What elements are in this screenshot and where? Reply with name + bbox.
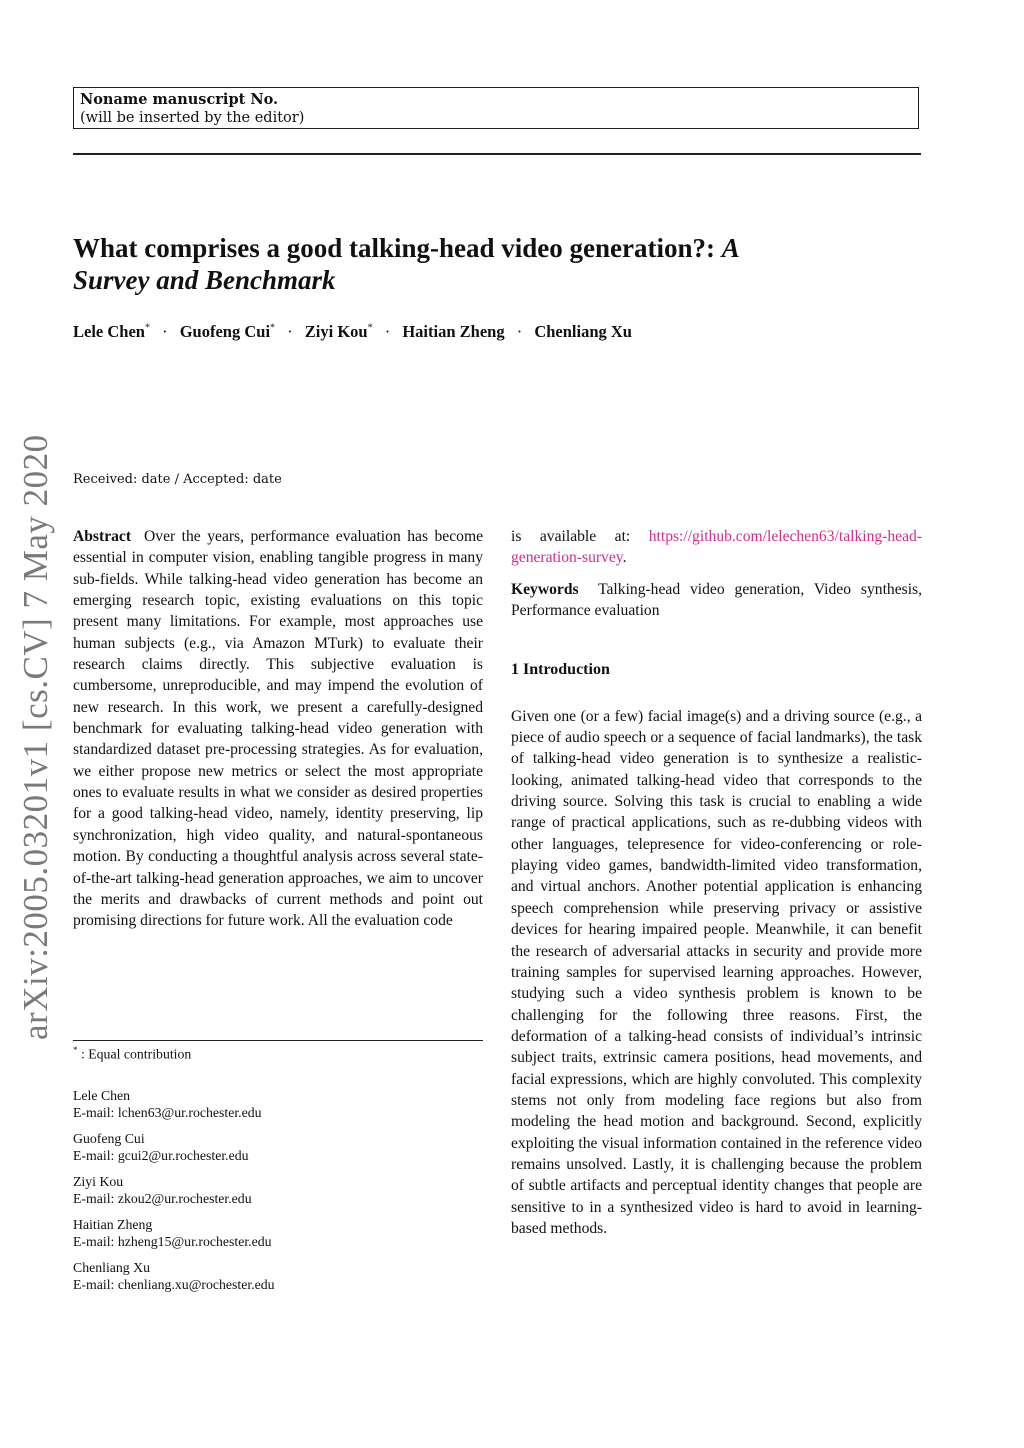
abstract-paragraph <box>73 526 483 932</box>
author-separator: · <box>162 322 168 341</box>
editor-note-line: (will be inserted by the editor) <box>80 110 305 126</box>
author-separator: · <box>516 322 523 341</box>
contact-entry <box>73 1259 275 1293</box>
header-rule <box>73 153 921 155</box>
keywords-paragraph <box>511 579 922 622</box>
contact-entry <box>73 1087 275 1121</box>
contact-name: Ziyi Kou <box>73 1174 124 1189</box>
author-name: Lele Chen <box>73 322 145 341</box>
author-separator: · <box>384 322 391 341</box>
code-repository-link[interactable]: https://github.com/lelechen63/talking-head-generation-survey <box>511 528 922 567</box>
title-main: What comprises a good talking-head video generation?: <box>73 233 722 263</box>
equal-contribution-mark: * <box>144 322 150 334</box>
author-name: Haitian Zheng <box>402 322 505 341</box>
contact-email: E-mail: hzheng15@ur.rochester.edu <box>73 1234 272 1249</box>
author-contacts <box>73 1087 275 1302</box>
contact-name: Chenliang Xu <box>73 1260 151 1275</box>
equal-contribution-mark: * <box>367 322 373 334</box>
manuscript-number-line: Noname manuscript No. <box>80 91 279 108</box>
author-name: Chenliang Xu <box>534 322 632 341</box>
equal-contribution-mark: * <box>270 322 276 334</box>
contact-name: Guofeng Cui <box>73 1131 145 1146</box>
left-column <box>73 526 483 932</box>
contact-entry <box>73 1216 275 1250</box>
footnote-mark: * <box>73 1045 78 1055</box>
abstract-continuation-text: is available at: <box>511 528 649 545</box>
contact-name: Lele Chen <box>73 1088 131 1103</box>
abstract-text: Over the years, performance evaluation has become essential in computer vision, enabling tangible progress in many sub-fields. While talking-head video generation has become an emerging research topic, existing evaluations on this topic present many limitations. For example, most approaches use human subjects (e.g., via Amazon MTurk) to evaluate their research claims directly. This subjective evaluation is cumbersome, unreproducible, and may impend the evolution of new research. In this work, we present a carefully-designed benchmark for evaluating talking-head video generation with standardized dataset pre-processing strategies. As for evaluation, we either propose new metrics or select the most appropriate ones to evaluate results in what we consider as desired properties for a good talking-head video, namely, identity preserving, lip synchronization, high video quality, and natural-spontaneous motion. By conducting a thoughtful analysis across several state-of-the-art talking-head generation approaches, we aim to uncover the merits and drawbacks of current methods and point out promising directions for future work. All the evaluation code <box>73 528 483 930</box>
contact-email: E-mail: lchen63@ur.rochester.edu <box>73 1105 262 1120</box>
footnote-rule <box>73 1040 483 1041</box>
section-heading-introduction: 1 Introduction <box>511 661 610 679</box>
received-accepted-date: Received: date / Accepted: date <box>73 472 282 487</box>
contact-name: Haitian Zheng <box>73 1217 153 1232</box>
author-name: Guofeng Cui <box>179 322 271 341</box>
keywords-text: Talking-head video generation, Video synthesis, Performance evaluation <box>511 580 922 620</box>
introduction-paragraph: Given one (or a few) facial image(s) and a driving source (e.g., a piece of audio speech or a sequence of facial landmarks), the task of talking-head video generation is to synthesize a realistic-looking, animated talking-head video that corresponds to the driving source. Solving this task is crucial to enabling a wide range of practical applications, such as re-dubbing videos with other languages, telepresence for video-conferencing or role-playing video games, bandwidth-limited video transformation, and virtual anchors. Another potential application is enhancing speech comprehension while preserving privacy or assistive devices for hearing impaired people. Meanwhile, it can benefit the research of adversarial attacks in security and provide more training samples for supervised learning approaches. However, studying such a video synthesis problem is known to be challenging for the following three reasons. First, the deformation of a talking-head consists of individual’s intrinsic subject traits, extrinsic camera positions, head movements, and facial expressions, which are highly convoluted. This complexity stems not only from modeling face regions but also from modeling the head motion and background. Second, explicitly exploiting the visual information contained in the reference video remains unsolved. Lastly, it is challenging because the problem of subtle artifacts and perceptual identity changes that people are sensitive to in a synthesized video is hard to avoid in learning-based methods. <box>511 707 922 1237</box>
paper-title <box>73 232 923 296</box>
abstract-continuation <box>511 526 922 569</box>
contact-entry <box>73 1173 275 1207</box>
title-italic-a: A <box>721 233 740 263</box>
footnote-text: : Equal contribution <box>77 1046 192 1062</box>
equal-contribution-footnote <box>73 1045 191 1063</box>
abstract-label: Abstract <box>73 528 132 545</box>
contact-email: E-mail: gcui2@ur.rochester.edu <box>73 1148 249 1163</box>
contact-entry <box>73 1130 275 1164</box>
keywords-label: Keywords <box>511 580 579 598</box>
manuscript-number-box <box>73 87 919 129</box>
abstract-end-period: . <box>622 549 627 567</box>
author-separator: · <box>287 322 293 341</box>
contact-email: E-mail: zkou2@ur.rochester.edu <box>73 1191 252 1206</box>
arxiv-identifier-stamp: arXiv:2005.03201v1 [cs.CV] 7 May 2020 <box>16 434 55 1040</box>
title-italic-subtitle: Survey and Benchmark <box>73 265 336 295</box>
author-name: Ziyi Kou <box>304 322 368 341</box>
right-column <box>511 526 922 1239</box>
author-list <box>73 322 923 342</box>
contact-email: E-mail: chenliang.xu@rochester.edu <box>73 1277 275 1292</box>
